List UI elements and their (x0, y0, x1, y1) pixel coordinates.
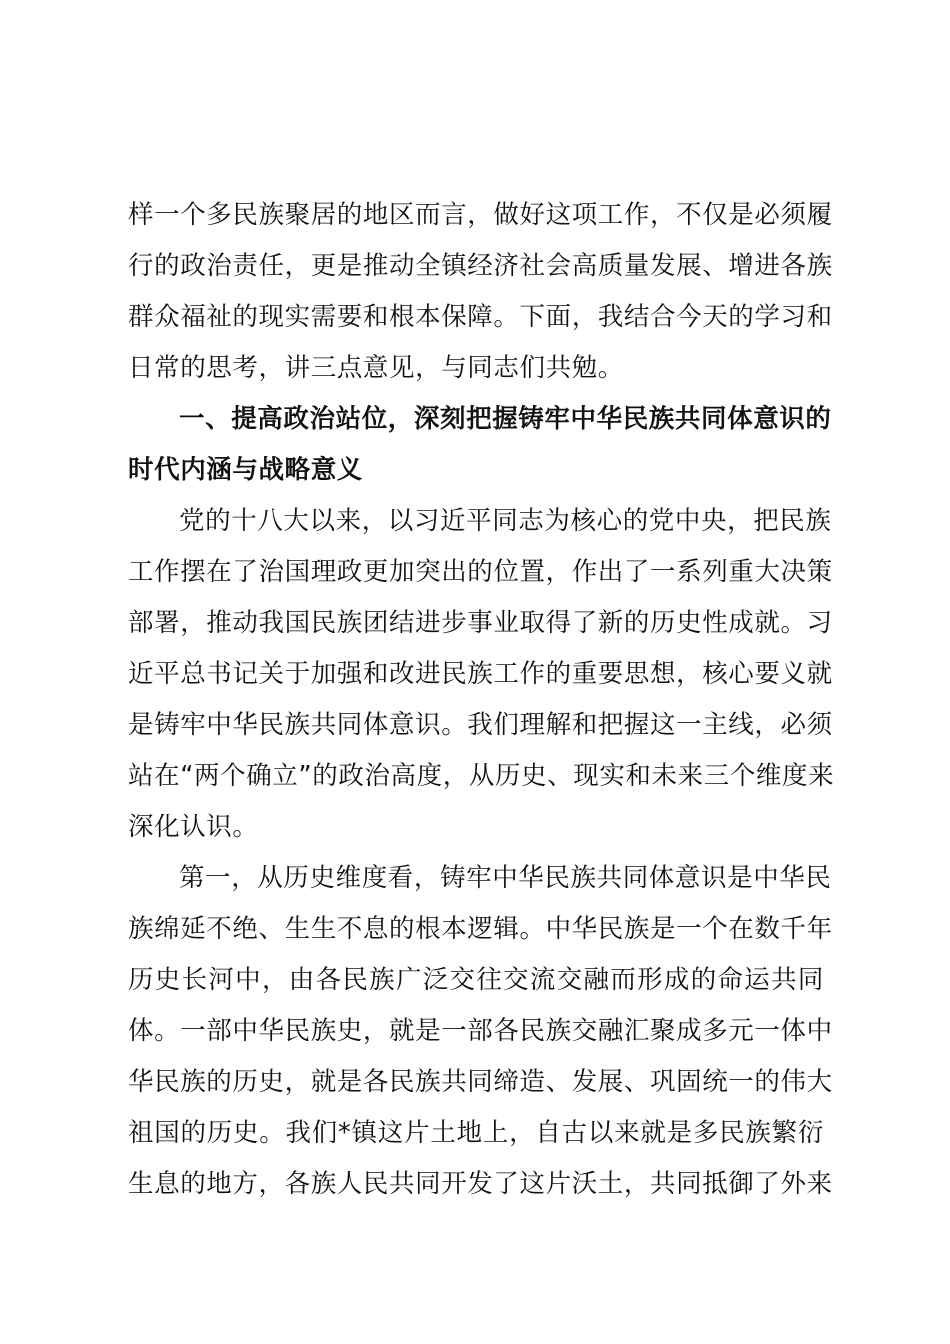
text-line: 祖国的历史。我们*镇这片土地上，自古以来就是多民族繁衍 (128, 1118, 824, 1148)
text-line: 华民族的历史，就是各民族共同缔造、发展、巩固统一的伟大 (128, 1067, 833, 1097)
text-line: 日常的思考，讲三点意见，与同志们共勉。 (128, 353, 624, 383)
section-heading-line: 时代内涵与战略意义 (128, 455, 363, 485)
section-heading-line: 一、提高政治站位，深刻把握铸牢中华民族共同体意识的 (179, 404, 832, 434)
text-line: 历史长河中，由各民族广泛交往交流交融而形成的命运共同 (128, 965, 824, 995)
text-line: 体。一部中华民族史，就是一部各民族交融汇聚成多元一体中 (128, 1016, 833, 1046)
text-line: 生息的地方，各族人民共同开发了这片沃土，共同抵御了外来 (128, 1169, 833, 1199)
text-line: 党的十八大以来，以习近平同志为核心的党中央，把民族 (179, 506, 832, 536)
text-line: 第一，从历史维度看，铸牢中华民族共同体意识是中华民 (179, 863, 832, 893)
text-line: 是铸牢中华民族共同体意识。我们理解和把握这一主线，必须 (128, 710, 833, 740)
text-line: 部署，推动我国民族团结进步事业取得了新的历史性成就。习 (128, 608, 833, 638)
text-line: 近平总书记关于加强和改进民族工作的重要思想，核心要义就 (128, 659, 833, 689)
document-body (128, 190, 835, 1210)
text-line: 样一个多民族聚居的地区而言，做好这项工作，不仅是必须履 (128, 200, 833, 230)
text-line: 深化认识。 (128, 812, 259, 842)
text-line: 族绵延不绝、生生不息的根本逻辑。中华民族是一个在数千年 (128, 914, 833, 944)
text-line: 行的政治责任，更是推动全镇经济社会高质量发展、增进各族 (128, 251, 833, 281)
text-line: 站在“两个确立”的政治高度，从历史、现实和未来三个维度来 (128, 761, 835, 791)
text-line: 工作摆在了治国理政更加突出的位置，作出了一系列重大决策 (128, 557, 833, 587)
text-line: 群众福祉的现实需要和根本保障。下面，我结合今天的学习和 (128, 302, 833, 332)
